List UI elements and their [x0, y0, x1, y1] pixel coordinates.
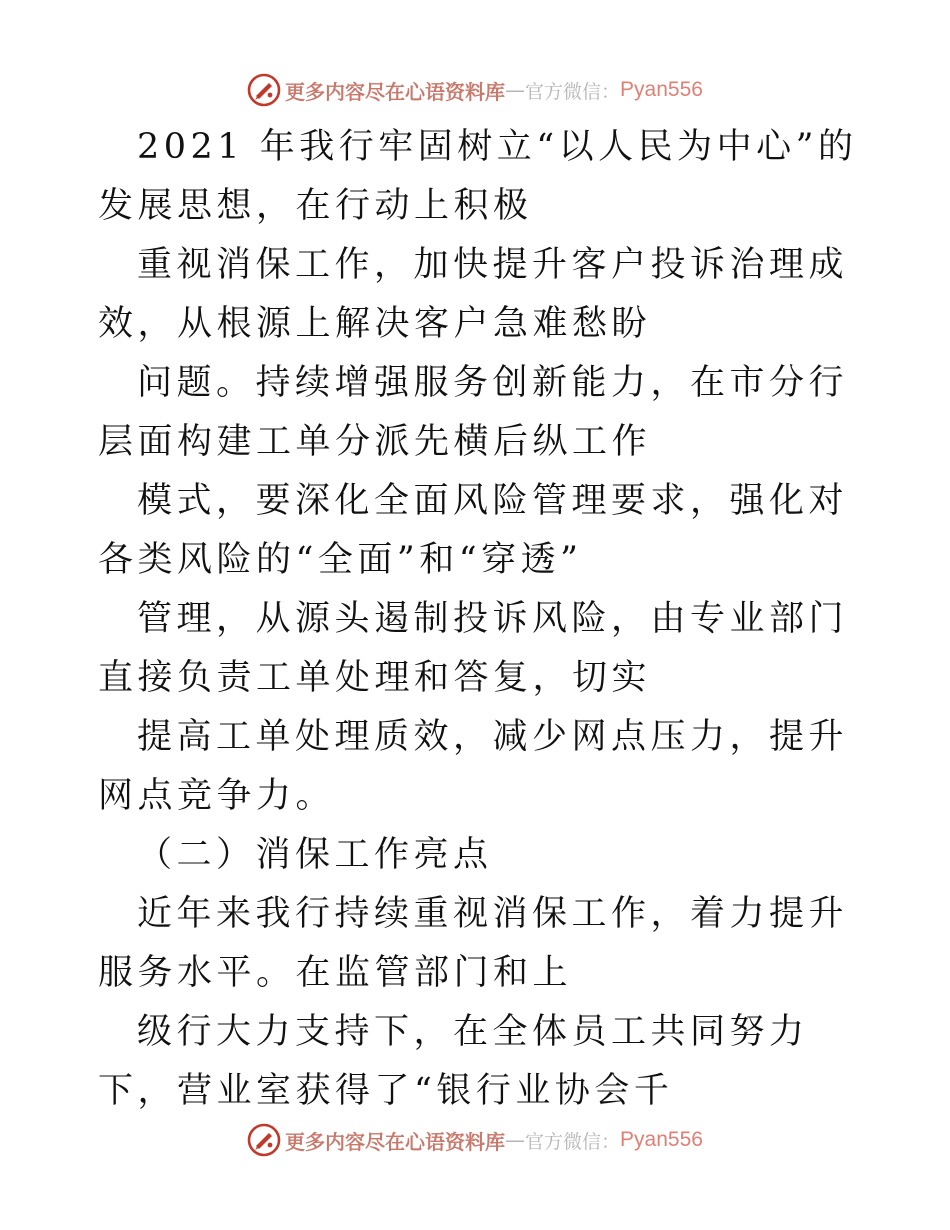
wechat-label: 官方微信：: [525, 80, 621, 103]
section-heading: （二）消保工作亮点: [137, 835, 493, 875]
site-name: 更多内容尽在心语资料库: [285, 79, 506, 104]
paragraph: 提高工单处理质效，减少网点压力，提升网点竞争力。: [98, 717, 849, 816]
wechat-label: 官方微信：: [525, 1130, 621, 1153]
paragraph: 2021 年我行牢固树立“以人民为中心”的发展思想，在行动上积极: [98, 127, 858, 226]
brand-logo-icon: [247, 73, 281, 107]
header-banner: [0, 70, 950, 110]
paragraph: 管理，从源头遏制投诉风险，由专业部门直接负责工单处理和答复，切实: [98, 599, 849, 698]
paragraph: 重视消保工作，加快提升客户投诉治理成效，从根源上解决客户急难愁盼: [98, 245, 849, 344]
wechat-id: Pyan556: [620, 78, 703, 101]
paragraph: 级行大力支持下，在全体员工共同努力下，营业室获得了“银行业协会千: [98, 1012, 809, 1111]
document-body: [98, 118, 858, 1121]
wechat-id: Pyan556: [620, 1128, 703, 1151]
paragraph: 模式，要深化全面风险管理要求，强化对各类风险的“全面”和“穿透”: [98, 481, 849, 580]
separator-dash: —: [505, 1128, 526, 1152]
paragraph: 近年来我行持续重视消保工作，着力提升服务水平。在监管部门和上: [98, 894, 849, 993]
brand-logo-icon: [247, 1123, 281, 1157]
paragraph: 问题。持续增强服务创新能力，在市分行层面构建工单分派先横后纵工作: [98, 363, 849, 462]
site-name: 更多内容尽在心语资料库: [285, 1129, 506, 1154]
separator-dash: —: [505, 78, 526, 102]
footer-banner: [0, 1120, 950, 1160]
